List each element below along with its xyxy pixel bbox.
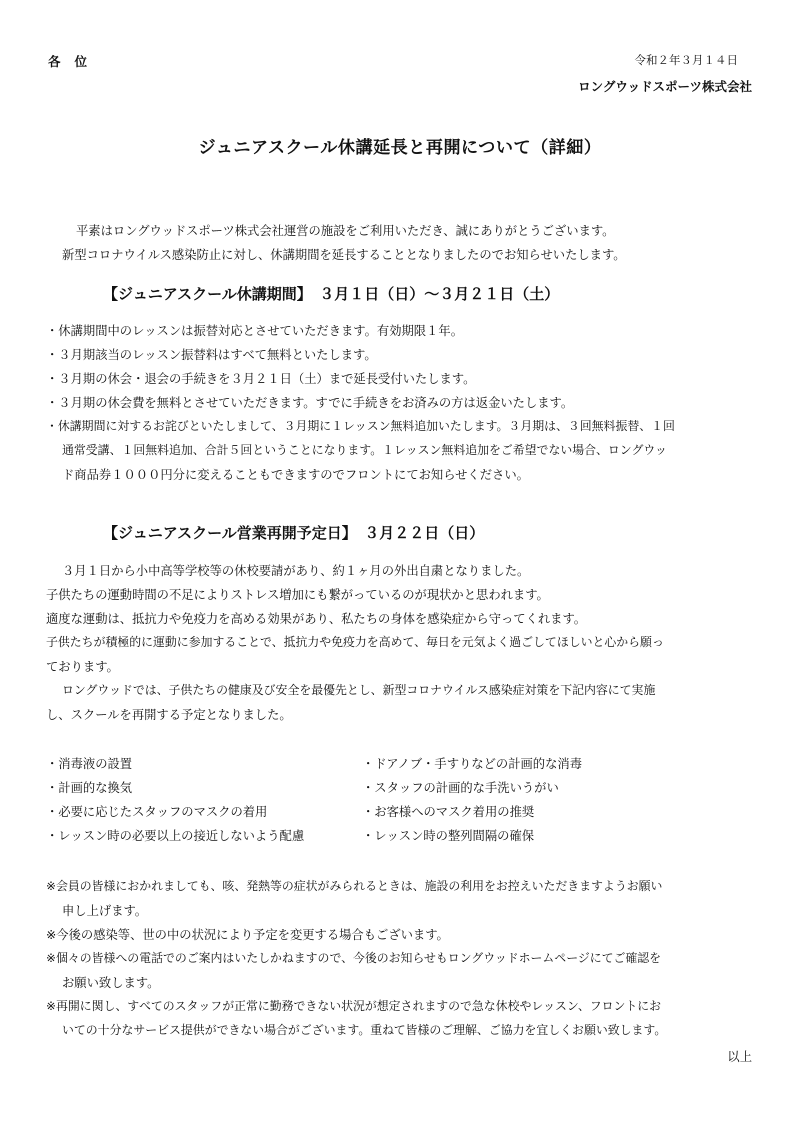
greeting-line-1: 平素はロングウッドスポーツ株式会社運営の施設をご利用いただき、誠にありがとうございます。 (76, 224, 615, 238)
closure-line-7: ド商品券１０００円分に変えることもできますのでフロントにてお知らせください。 (62, 468, 529, 482)
closure-line-2: ・３月期該当のレッスン振替料はすべて無料といたします。 (46, 348, 377, 362)
note-line-4: ※個々の皆様への電話でのご案内はいたしかねますので、今後のお知らせもロングウッドホームページにてご確認を (46, 951, 662, 965)
reopen-line-2: 子供たちの運動時間の不足によりストレス増加にも繋がっているのが現状かと思われます。 (46, 588, 549, 602)
measure-left-4: ・レッスン時の必要以上の接近しないよう配慮 (46, 829, 305, 843)
reopen-date-heading: 【ジュニアスクール営業再開予定日】 ３月２２日（日） (103, 524, 485, 542)
company-name: ロングウッドスポーツ株式会社 (578, 79, 752, 94)
closure-line-5: ・休講期間に対するお詫びといたしまして、３月期に１レッスン無料追加いたします。３月期は、３回無料振替、１回 (46, 419, 675, 433)
note-line-3: ※今後の感染等、世の中の状況により予定を変更する場合もございます。 (46, 928, 449, 942)
reopen-line-7: し、スクールを再開する予定となりました。 (46, 708, 292, 722)
measure-left-2: ・計画的な換気 (46, 781, 133, 795)
greeting-line-2: 新型コロナウイルス感染防止に対し、休講期間を延長することとなりましたのでお知らせいたします。 (62, 248, 626, 262)
measure-right-4: ・レッスン時の整列間隔の確保 (362, 829, 535, 843)
reopen-line-5: ております。 (46, 660, 119, 674)
measure-left-3: ・必要に応じたスタッフのマスクの着用 (46, 805, 268, 819)
closure-line-4: ・３月期の休会費を無料とさせていただきます。すでに手続きをお済みの方は返金いたします。 (46, 396, 574, 410)
note-line-2: 申し上げます。 (62, 904, 148, 918)
addressee: 各位 (48, 54, 102, 69)
closure-period-heading: 【ジュニアスクール休講期間】 ３月１日（日）～３月２１日（土） (103, 285, 560, 303)
note-line-1: ※会員の皆様におかれましても、咳、発熱等の症状がみられるときは、施設の利用をお控えいただきますようお願い (46, 879, 663, 893)
reopen-line-1: ３月１日から小中高等学校等の休校要請があり、約１ヶ月の外出自粛となりました。 (62, 564, 530, 578)
closure-line-6: 通常受講、１回無料追加、合計５回ということになります。１レッスン無料追加をご希望でない場合、ロングウッ (62, 443, 667, 457)
closure-line-1: ・休講期間中のレッスンは振替対応とさせていただきます。有効期限１年。 (46, 324, 463, 338)
reopen-line-4: 子供たちが積極的に運動に参加することで、抵抗力や免疫力を高めて、毎日を元気よく過ごしてほしいと心から願っ (46, 635, 664, 649)
reopen-line-6: ロングウッドでは、子供たちの健康及び安全を最優先とし、新型コロナウイルス感染症対策を下記内容にて実施 (62, 683, 656, 697)
measure-left-1: ・消毒液の設置 (46, 757, 133, 771)
note-line-6: ※再開に関し、すべてのスタッフが正常に勤務できない状況が想定されますので急な休校やレッスン、フロントにお (46, 999, 662, 1013)
closure-line-3: ・３月期の休会・退会の手続きを３月２１日（土）まで延長受付いたします。 (46, 372, 476, 386)
measure-right-2: ・スタッフの計画的な手洗いうがい (362, 781, 559, 795)
note-line-5: お願い致します。 (62, 976, 160, 990)
document-title: ジュニアスクール休講延長と再開について（詳細） (198, 138, 602, 158)
note-line-7: いての十分なサービス提供ができない場合がございます。重ねて皆様のご理解、ご協力を宜しくお願い致します。 (62, 1023, 667, 1037)
document-date: 令和２年３月１４日 (634, 53, 738, 67)
measure-right-1: ・ドアノブ・手すりなどの計画的な消毒 (362, 757, 582, 771)
measure-right-3: ・お客様へのマスク着用の推奨 (362, 805, 535, 819)
closing-mark: 以上 (727, 1050, 752, 1064)
reopen-line-3: 適度な運動は、抵抗力や免疫力を高める効果があり、私たちの身体を感染症から守ってくれます。 (46, 612, 587, 626)
